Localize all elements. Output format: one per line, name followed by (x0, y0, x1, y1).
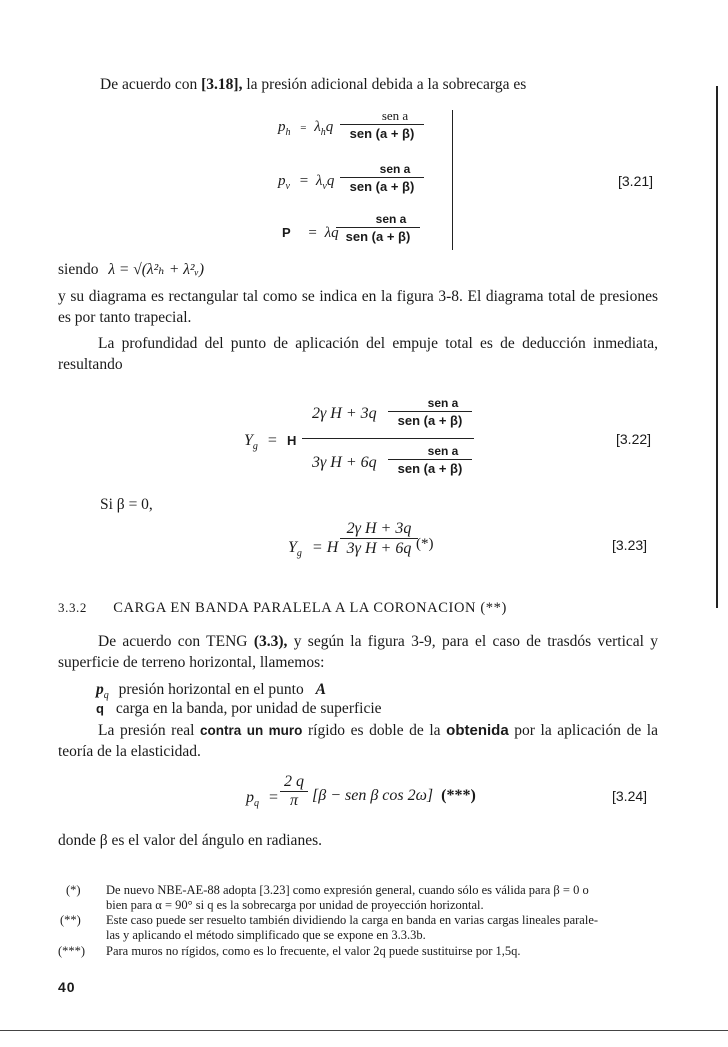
footnote-2-line-2: las y aplicando el método simplificado que se expone en 3.3.3b. (106, 928, 426, 942)
eq324-body: [β − sen β cos 2ω] (***) (312, 787, 476, 804)
eq322-top-fraction: sen a sen (a + β) (388, 395, 472, 429)
eq-pv-lhs: $p_v = \lambda_vq$ (278, 173, 335, 192)
eq324-fraction: 2 q π (280, 773, 308, 810)
eq322-bottom: 3γ H + 6q (312, 454, 377, 471)
eq322-main-bar (302, 438, 474, 439)
definition-q: q carga en la banda, por unidad de superficie (96, 700, 382, 717)
equation-number-3-24: [3.24] (612, 788, 648, 804)
footnote-2-line-1: Este caso puede ser resuelto también dividiendo la carga en banda en varias cargas lineales parale- (106, 913, 599, 927)
paragraph-presion-real: La presión real contra un muro rígido es doble de la obtenida por la aplicación de la teoría de la elasticidad. (58, 722, 658, 760)
page-number: 40 (58, 979, 76, 995)
eq-pv-fraction: sen a sen (a + β) (340, 161, 424, 195)
margin-rule (716, 86, 718, 608)
lambda-formula: λ = √(λ²ₕ + λ²ᵥ) (108, 261, 205, 278)
footnote-mark-3: (***) (58, 944, 86, 958)
eq323-fraction: 2γ H + 3q 3γ H + 6q (340, 519, 418, 558)
bottom-rule (0, 1030, 728, 1031)
section-number: 3.3.2 (58, 600, 87, 615)
intro-text-2: la presión adicional debida a la sobrecarga es (246, 76, 527, 93)
footnote-mark-2: (**) (60, 913, 81, 927)
paragraph-profundidad: La profundidad del punto de aplicación del empuje total es de deducción inmediata, resultando (58, 335, 658, 373)
paragraph-teng: De acuerdo con TENG (3.3), y según la figura 3-9, para el caso de trasdós vertical y superficie de terreno horizontal, llamemos: (58, 633, 659, 671)
intro-text: De acuerdo con (100, 76, 198, 93)
si-beta-line: Si β = 0, (100, 496, 153, 513)
eq324-lhs: $p_q$ = (246, 789, 279, 810)
footnote-3-line-1: Para muros no rígidos, como es lo frecuente, el valor 2q puede sustituirse por 1,5q. (106, 944, 521, 958)
footnote-1-line-1: De nuevo NBE-AE-88 adopta [3.23] como expresión general, cuando sólo es válida para β = 0 o (106, 883, 589, 897)
equation-number-3-22: [3.22] (616, 431, 652, 447)
eq322-lhs: $Y_g = H$ (244, 432, 297, 453)
eq-ph-lhs: $p_h = \lambda_hq$ (278, 119, 334, 138)
eq322-top: 2γ H + 3q (312, 405, 377, 422)
intro-ref: [3.18], (201, 76, 243, 93)
eq323-lhs: $Y_g = H$ (288, 539, 339, 560)
eq-p-fraction: sen a sen (a + β) (336, 211, 420, 245)
equation-bracket-rule (452, 110, 453, 250)
definition-pq: $p_q$ presión horizontal en el punto A (96, 681, 326, 702)
equation-number-3-23: [3.23] (612, 537, 648, 553)
eq323-footnote-mark: (*) (416, 536, 434, 552)
eq-ph-fraction: sen a sen (a + β) (340, 108, 424, 142)
paragraph-diagram: y su diagrama es rectangular tal como se indica en la figura 3-8. El diagrama total de presiones es por tanto trapecial. (58, 288, 658, 326)
intro-line (100, 74, 526, 95)
donde-line: donde β es el valor del ángulo en radianes. (58, 832, 322, 849)
eq322-bottom-fraction: sen a sen (a + β) (388, 443, 472, 477)
footnote-mark-1: (*) (66, 883, 81, 897)
siendo-line: siendo λ = √(λ²ₕ + λ²ᵥ) (58, 261, 205, 278)
section-heading (58, 597, 507, 619)
footnote-1-line-2: bien para α = 90° si q es la sobrecarga por unidad de proyección horizontal. (106, 898, 484, 912)
equation-number-3-21: [3.21] (618, 173, 654, 189)
eq-p-lhs: P = λq (282, 225, 339, 241)
section-title: CARGA EN BANDA PARALELA A LA CORONACION (**) (113, 600, 507, 616)
